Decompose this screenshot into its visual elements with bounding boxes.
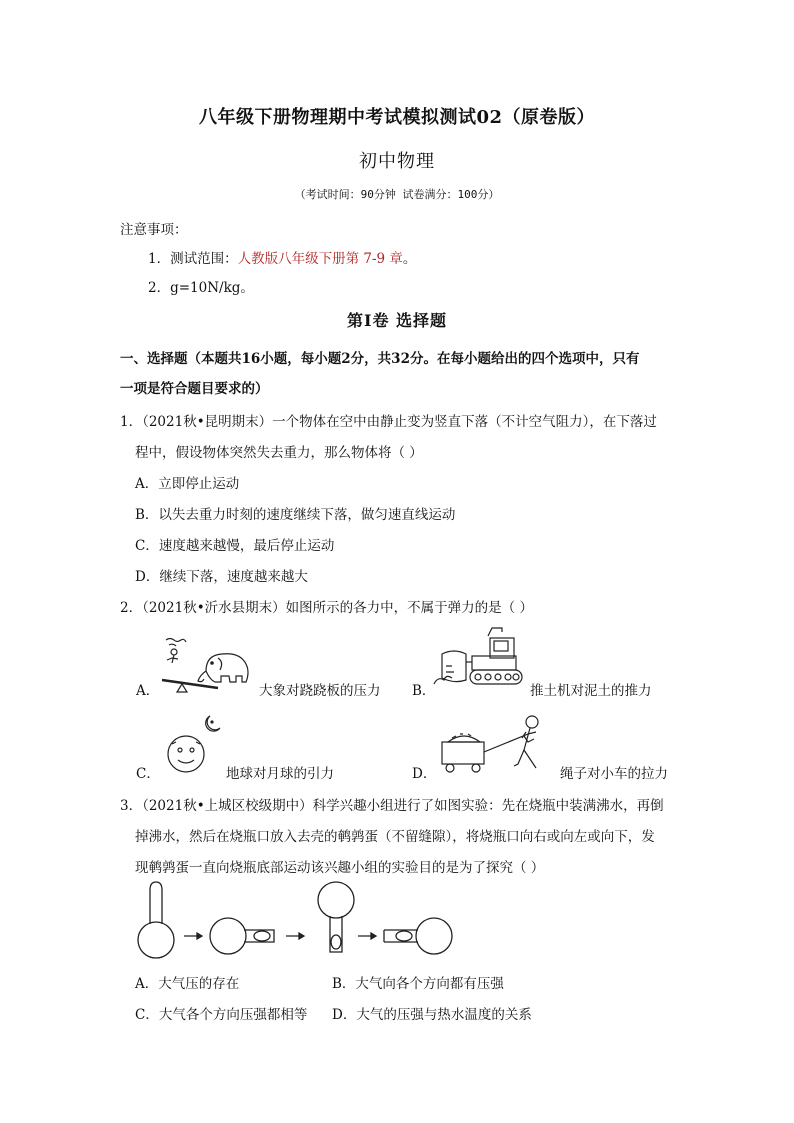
q1-option-c: C．速度越来越慢，最后停止运动	[135, 538, 335, 554]
q1-stem-line-2: 程中，假设物体突然失去重力，那么物体将（ ）	[135, 445, 423, 461]
q2-option-c-letter: C．	[136, 766, 160, 782]
section-instruction-line-2: 一项是符合题目要求的）	[120, 381, 269, 397]
earth-moon-figure	[160, 712, 230, 780]
q2-option-d-text: 绳子对小车的拉力	[560, 766, 668, 782]
note-item-1-prefix: 1．测试范围：	[148, 251, 238, 267]
elephant-seesaw-figure	[160, 636, 260, 694]
note-item-2: 2．g=10N/kg。	[148, 280, 254, 296]
section-title: 第Ⅰ卷 选择题	[346, 311, 448, 330]
note-item-1-scope: 人教版八年级下册第 7-9 章	[237, 251, 403, 267]
q2-stem: 2．（2021秋•沂水县期末）如图所示的各力中，不属于弹力的是（ ）	[120, 600, 533, 616]
flask-egg-diagram	[136, 880, 456, 962]
q3-stem-line-2: 掉沸水，然后在烧瓶口放入去壳的鹌鹑蛋（不留缝隙），将烧瓶口向右或向左或向下，发	[135, 829, 655, 845]
q2-option-d-letter: D．	[412, 766, 437, 782]
q3-stem-line-1: 3．（2021秋•上城区校级期中）科学兴趣小组进行了如图实验：先在烧瓶中装满沸水，再倒	[120, 798, 664, 814]
page-title: 八年级下册物理期中考试模拟测试02（原卷版）	[198, 107, 596, 128]
q3-stem-line-3: 现鹌鹑蛋一直向烧瓶底部运动该兴趣小组的实验目的是为了探究（ ）	[135, 860, 545, 876]
note-item-1-suffix: 。	[402, 251, 417, 267]
q1-option-d: D．继续下落，速度越来越大	[135, 569, 308, 585]
q2-option-b-letter: B．	[412, 683, 436, 699]
q2-option-c-text: 地球对月球的引力	[226, 766, 334, 782]
exam-meta: （考试时间：90分钟 试卷满分：100分）	[294, 188, 500, 201]
q2-option-a-letter: A．	[136, 683, 160, 699]
q3-option-a: A．大气压的存在	[135, 976, 240, 992]
notes-heading: 注意事项：	[120, 222, 188, 238]
q3-option-c: C．大气各个方向压强都相等	[135, 1007, 308, 1023]
note-item-1	[148, 247, 416, 267]
q1-option-a: A．立即停止运动	[135, 476, 240, 492]
q3-option-b: B．大气向各个方向都有压强	[332, 976, 504, 992]
q2-option-b-text: 推土机对泥土的推力	[530, 683, 652, 699]
page-subtitle: 初中物理	[359, 151, 435, 172]
q3-option-d: D．大气的压强与热水温度的关系	[332, 1007, 532, 1023]
bulldozer-figure	[432, 626, 532, 690]
section-instruction-line-1: 一、选择题（本题共16小题，每小题2分，共32分。在每小题给出的四个选项中，只有	[120, 351, 640, 367]
q1-stem-line-1: 1．（2021秋•昆明期末）一个物体在空中由静止变为竖直下落（不计空气阻力），在下落过	[120, 414, 657, 430]
q1-option-b: B．以失去重力时刻的速度继续下落，做匀速直线运动	[135, 507, 456, 523]
q2-option-a-text: 大象对跷跷板的压力	[259, 683, 381, 699]
rope-cart-figure	[436, 712, 556, 778]
